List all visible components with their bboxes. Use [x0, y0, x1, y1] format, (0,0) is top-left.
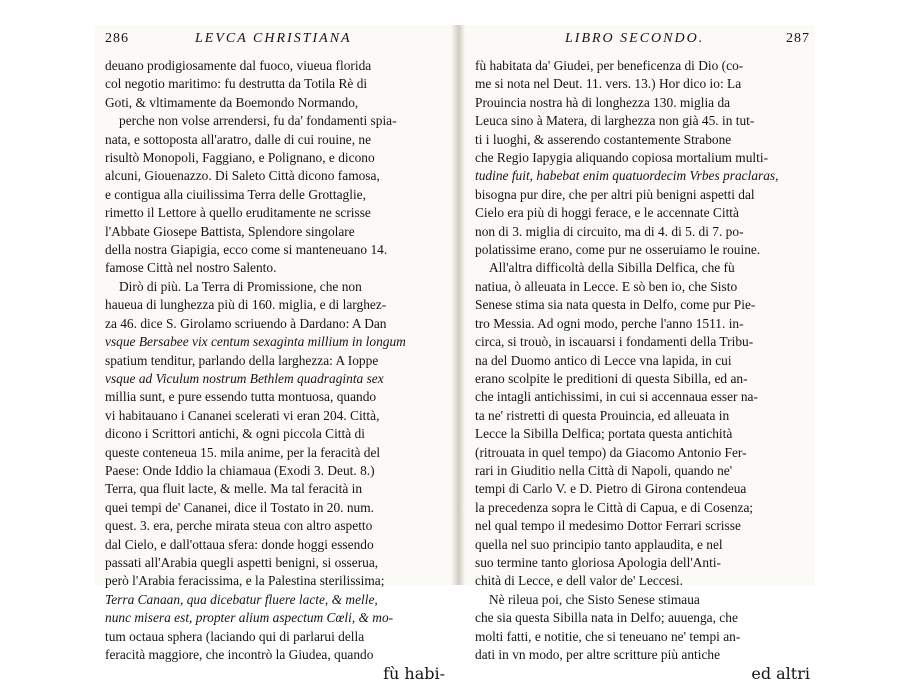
text-line: e contigua alla ciuilissima Terra delle Grottaglie, — [105, 186, 366, 202]
text-line: tum octaua sphera (laciando qui di parlarui della — [105, 628, 365, 644]
text-line: che intagli antichissimi, in cui si accennaua esser na- — [475, 389, 758, 405]
text-line: quest. 3. era, perche mirata steua con altro aspetto — [105, 518, 373, 534]
text-line: Goti, & vltimamente da Boemondo Normando, — [105, 94, 359, 110]
text-line: perche non volse arrendersi, fu da' fondamenti spia- — [119, 113, 397, 129]
text-line: tro Messia. Ad ogni modo, perche l'anno 1511. in- — [475, 315, 744, 331]
text-line: nata, e sottoposta all'aratro, dalle di cui rouine, ne — [105, 131, 372, 147]
left-page — [105, 25, 445, 683]
text-line: dal Cielo, e dall'ottaua sfera: donde hoggi essendo — [105, 536, 374, 552]
text-line: quella nel suo principio tanto applaudita, e nel — [475, 536, 723, 552]
text-line: suo termine tanto gloriosa Apologia dell'Anti- — [475, 554, 722, 570]
text-line: dicono i Scrittori antichi, & ogni piccola Città di — [105, 426, 365, 442]
text-line: che Regio Iapygia aliquando copiosa mortalium multi- — [475, 150, 769, 166]
right-page-number: 287 — [786, 31, 810, 46]
text-line: risultò Monopoli, Faggiano, e Polignano, e dicono — [105, 150, 375, 166]
text-line: tempi di Carlo V. e D. Pietro di Girona contendeua — [475, 481, 747, 497]
text-line: tudine fuit, habebat enim quatuordecim Vrbes praclaras, — [475, 168, 779, 184]
text-line: ti i luoghi, & asserendo costantemente Strabone — [475, 131, 732, 147]
text-line: nel qual tempo il medesimo Dottor Ferrari scrisse — [475, 518, 741, 534]
text-line: dati in vn modo, per altre scritture più antiche — [475, 647, 721, 662]
text-line: chità di Lecce, e dell valor de' Leccesi. — [475, 573, 683, 589]
left-page-body — [105, 57, 445, 664]
left-page-header — [105, 31, 445, 53]
text-line: ta ne' ristretti di questa Prouincia, ed alleuata in — [475, 407, 730, 423]
left-running-title: LEVCA CHRISTIANA — [195, 31, 352, 46]
text-line: deuano prodigiosamente dal fuoco, viueua florida — [105, 58, 372, 73]
text-line: rimetto il Lettore à quello eruditamente ne scrisse — [105, 205, 371, 221]
text-line: vsque Bersabee vix centum sexaginta millium in longum — [105, 334, 406, 350]
text-line: non di 3. miglia di circuito, ma di 4. di 5. di 7. po- — [475, 223, 744, 239]
text-line: vsque ad Viculum nostrum Bethlem quadraginta sex — [105, 370, 384, 386]
text-line: natiua, ò alleuata in Lecce. E sò ben io, che Sisto — [475, 278, 738, 294]
text-line: spatium tenditur, parlando della larghezza: A Ioppe — [105, 352, 379, 368]
text-line: Prouincia nostra hà di longhezza 130. miglia da — [475, 94, 731, 110]
text-line: Leuca sino à Matera, di larghezza non già 45. in tut- — [475, 113, 755, 129]
text-line: circa, si trouò, in iscauarsi i fondamenti della Tribu- — [475, 334, 754, 350]
text-line: col negotio maritimo: fu destrutta da Totila Rè di — [105, 76, 368, 92]
text-line: quei tempi de' Cananei, dice il Tostato in 20. num. — [105, 499, 374, 515]
text-line: Terra Canaan, qua dicebatur fluere lacte, & melle, — [105, 591, 378, 607]
text-line: (ritrouata in quel tempo) da Giacomo Antonio Fer- — [475, 444, 747, 460]
text-line: nunc misera est, propter alium aspectum Cœli, & mo- — [105, 610, 394, 626]
text-line: za 46. dice S. Girolamo scriuendo à Dardano: A Dan — [105, 315, 387, 331]
text-line: passati all'Arabia quegli aspetti benigni, si osserua, — [105, 554, 379, 570]
text-line: Paese: Onde Iddio la chiamaua (Exodi 3. Deut. 8.) — [105, 462, 375, 478]
text-line: Cielo era più di hoggi ferace, e le accennate Città — [475, 205, 739, 221]
text-line: l'Abbate Giosepe Battista, Splendore singolare — [105, 223, 355, 239]
right-page-body — [475, 57, 810, 664]
text-line: Nè rileua poi, che Sisto Senese stimaua — [489, 591, 700, 607]
text-line: rari in Giuditio nella Città di Napoli, quando ne' — [475, 462, 733, 478]
right-page — [475, 25, 810, 683]
text-line: All'altra difficoltà della Sibilla Delfica, che fù — [489, 260, 735, 276]
text-line: fù habitata da' Giudei, per beneficenza di Dio (co- — [475, 58, 744, 73]
text-line: vi habitauano i Cananei scelerati vi eran 204. Città, — [105, 407, 380, 423]
text-line: millia sunt, e pure essendo tutta montuosa, quando — [105, 389, 377, 405]
text-line: haueua di lunghezza più di 160. miglia, e di larghez- — [105, 297, 387, 313]
left-catchword: fù habi- — [383, 664, 445, 683]
right-page-header — [475, 31, 810, 53]
text-line: feracità maggiore, che incontrò la Giudea, quando — [105, 647, 374, 662]
book-spread — [95, 25, 815, 683]
text-line: che sia questa Sibilla nata in Delfo; auuenga, che — [475, 610, 738, 626]
text-line: bisogna pur dire, che per altri più benigni aspetti dal — [475, 186, 755, 202]
text-line: Senese stima sia nata questa in Delfo, come pur Pie- — [475, 297, 756, 313]
text-line: la precedenza sopra le Città di Capua, e di Cosenza; — [475, 499, 754, 515]
text-line: famose Città nel nostro Salento. — [105, 260, 277, 276]
text-line: della nostra Giapigia, ecco come si manteneuano 14. — [105, 242, 388, 258]
text-line: Lecce la Sibilla Delfica; portata questa antichità — [475, 426, 733, 442]
text-line: me si nota nel Deut. 11. vers. 13.) Hor dico io: La — [475, 76, 742, 92]
text-line: erano scolpite le preditioni di questa Sibilla, ed an- — [475, 370, 748, 386]
right-running-title: LIBRO SECONDO. — [565, 31, 705, 46]
text-line: Terra, qua fluit lacte, & melle. Ma tal feracità in — [105, 481, 363, 497]
text-line: na del Duomo antico di Lecce vna lapida, in cui — [475, 352, 732, 368]
text-line: queste conteneua 15. mila anime, per la feracità del — [105, 444, 381, 460]
left-page-number: 286 — [105, 31, 129, 46]
right-catchword: ed altri — [751, 664, 810, 683]
text-line: alcuni, Giouenazzo. Di Saleto Città dicono famosa, — [105, 168, 380, 184]
text-line: molti fatti, e notitie, che si teneuano ne' tempi an- — [475, 628, 741, 644]
text-line: polatissime erano, come pur ne osseruiamo le rouine. — [475, 242, 761, 258]
book-gutter — [451, 25, 465, 585]
text-line: Dirò di più. La Terra di Promissione, che non — [119, 278, 362, 294]
text-line: però l'Arabia feracissima, e la Palestina sterilissima; — [105, 573, 385, 589]
